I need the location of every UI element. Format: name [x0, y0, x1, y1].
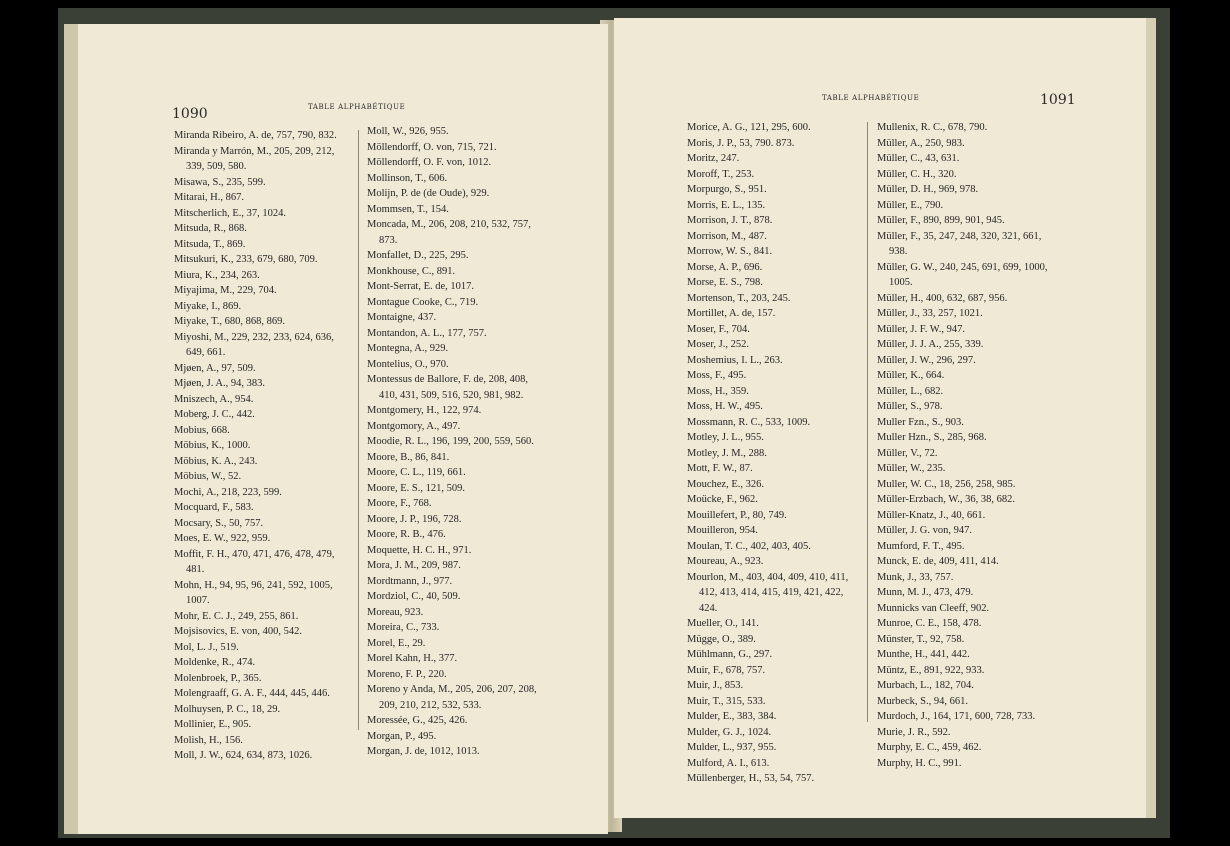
- index-entry: Moll, J. W., 624, 634, 873, 1026.: [174, 750, 313, 761]
- index-entry: Munnicks van Cleeff, 902.: [877, 602, 990, 614]
- index-entry: Moss, F., 495.: [687, 370, 747, 381]
- index-entry: Moshemius, I. L., 263.: [687, 354, 783, 366]
- index-entry: Müller, J. G. von, 947.: [877, 525, 972, 536]
- right-column-1: [687, 120, 861, 787]
- index-entry: Miyake, T., 680, 868, 869.: [174, 316, 286, 327]
- index-entry: Moser, J., 252.: [687, 339, 749, 350]
- index-entry: Morrow, W. S., 841.: [687, 246, 773, 257]
- index-entry: Mniszech, A., 954.: [174, 393, 254, 405]
- index-entry: Murdoch, J., 164, 171, 600, 728, 733.: [877, 711, 1036, 722]
- index-entry: Moore, B., 86, 841.: [367, 451, 450, 463]
- index-entry: Morrison, J. T., 878.: [687, 215, 773, 226]
- index-entry: Muller Hzn., S., 285, 968.: [877, 432, 987, 443]
- index-entry: Müller, V., 72.: [877, 447, 938, 459]
- index-entry: Müller, D. H., 969, 978.: [877, 184, 979, 195]
- left-column-rule: [358, 130, 359, 730]
- index-entry: Mobius, 668.: [174, 424, 230, 436]
- index-entry: Moressée, G., 425, 426.: [367, 715, 468, 726]
- index-entry: Monkhouse, C., 891.: [367, 265, 456, 277]
- index-entry: Moureau, A., 923.: [687, 556, 764, 567]
- index-entry: Munthe, H., 441, 442.: [877, 649, 970, 660]
- index-entry: Mitarai, H., 867.: [174, 192, 244, 203]
- right-column-rule: [867, 122, 868, 722]
- left-column-2: [367, 124, 543, 760]
- index-entry: Mochi, A., 218, 223, 599.: [174, 486, 282, 498]
- index-entry: Mollinson, T., 606.: [367, 172, 448, 184]
- index-entry: Moore, E. S., 121, 509.: [367, 482, 465, 494]
- index-entry: Müller, G. W., 240, 245, 691, 699, 1000, 1005.: [877, 261, 1048, 288]
- index-entry: Mordziol, C., 40, 509.: [367, 591, 461, 602]
- index-entry: Moulan, T. C., 402, 403, 405.: [687, 540, 811, 552]
- index-entry: Müller, F., 35, 247, 248, 320, 321, 661, 938.: [877, 230, 1042, 257]
- index-entry: Molish, H., 156.: [174, 734, 243, 746]
- index-entry: Moss, H., 359.: [687, 385, 749, 397]
- index-entry: Mulford, A. I., 613.: [687, 757, 770, 769]
- index-entry: Miranda Ribeiro, A. de, 757, 790, 832.: [174, 130, 337, 141]
- index-entry: Mortillet, A. de, 157.: [687, 308, 776, 319]
- index-entry: Montessus de Ballore, F. de, 208, 408, 410, 431, 509, 516, 520, 981, 982.: [367, 374, 529, 401]
- index-entry: Morris, E. L., 135.: [687, 199, 766, 211]
- index-entry: Mügge, O., 389.: [687, 633, 756, 645]
- index-entry: Müller, C., 43, 631.: [877, 153, 960, 164]
- index-entry: Morse, A. P., 696.: [687, 261, 763, 273]
- index-entry: Mollinier, E., 905.: [174, 719, 252, 730]
- index-entry: Müller, W., 235.: [877, 463, 946, 474]
- index-entry: Moore, F., 768.: [367, 498, 432, 509]
- index-entry: Möbius, W., 52.: [174, 471, 242, 482]
- index-entry: Müller, S., 978.: [877, 401, 943, 412]
- index-entry: Moritz, 247.: [687, 153, 740, 164]
- index-entry: Munn, M. J., 473, 479.: [877, 587, 974, 598]
- index-entry: Mol, L. J., 519.: [174, 641, 239, 653]
- index-entry: Mouillefert, P., 80, 749.: [687, 509, 787, 521]
- index-entry: Muller Fzn., S., 903.: [877, 416, 964, 428]
- index-entry: Miranda y Marrón, M., 205, 209, 212, 339, 509, 580.: [174, 145, 335, 172]
- index-entry: Mumford, F. T., 495.: [877, 540, 965, 552]
- index-entry: Morice, A. G., 121, 295, 600.: [687, 122, 811, 133]
- index-entry: Müller, K., 664.: [877, 370, 945, 381]
- index-entry: Morgan, J. de, 1012, 1013.: [367, 746, 480, 757]
- index-entry: Morel, E., 29.: [367, 637, 426, 649]
- index-entry: Moore, C. L., 119, 661.: [367, 467, 466, 478]
- index-entry: Müller, C. H., 320.: [877, 168, 957, 180]
- index-entry: Moreno y Anda, M., 205, 206, 207, 208, 209, 210, 212, 532, 533.: [367, 684, 537, 711]
- index-entry: Montgomery, H., 122, 974.: [367, 405, 482, 416]
- index-entry: Möllendorff, O. F. von, 1012.: [367, 157, 492, 168]
- index-entry: Mitscherlich, E., 37, 1024.: [174, 207, 286, 219]
- index-entry: Miyajima, M., 229, 704.: [174, 285, 277, 296]
- right-running-head: TABLE ALPHABÉTIQUE: [822, 94, 920, 102]
- index-entry: Mossmann, R. C., 533, 1009.: [687, 416, 811, 428]
- index-entry: Moore, R. B., 476.: [367, 529, 446, 540]
- index-entry: Molhuysen, P. C., 18, 29.: [174, 703, 281, 715]
- index-entry: Misawa, S., 235, 599.: [174, 176, 266, 188]
- index-entry: Moll, W., 926, 955.: [367, 126, 449, 137]
- index-entry: Montegna, A., 929.: [367, 343, 449, 354]
- index-entry: Moroff, T., 253.: [687, 168, 755, 180]
- index-entry: Murphy, E. C., 459, 462.: [877, 742, 982, 753]
- index-entry: Munck, E. de, 409, 411, 414.: [877, 556, 999, 567]
- index-entry: Mjøen, J. A., 94, 383.: [174, 378, 266, 389]
- index-entry: Munk, J., 33, 757.: [877, 571, 954, 583]
- index-entry: Montaigne, 437.: [367, 312, 437, 323]
- right-page-number: 1091: [1040, 92, 1076, 108]
- index-entry: Mitsuda, R., 868.: [174, 223, 247, 234]
- index-entry: Mora, J. M., 209, 987.: [367, 560, 461, 571]
- index-entry: Moücke, F., 962.: [687, 494, 758, 505]
- index-entry: Miyake, I., 869.: [174, 300, 242, 312]
- index-entry: Monfallet, D., 225, 295.: [367, 250, 469, 261]
- index-entry: Mulder, E., 383, 384.: [687, 711, 777, 722]
- index-entry: Moberg, J. C., 442.: [174, 409, 255, 420]
- index-entry: Mojsisovics, E. von, 400, 542.: [174, 626, 303, 637]
- index-entry: Mohn, H., 94, 95, 96, 241, 592, 1005, 1007.: [174, 579, 333, 606]
- index-entry: Müller, A., 250, 983.: [877, 137, 965, 149]
- index-entry: Montelius, O., 970.: [367, 358, 449, 370]
- index-entry: Müller, H., 400, 632, 687, 956.: [877, 292, 1008, 304]
- index-entry: Mouilleron, 954.: [687, 525, 758, 536]
- index-entry: Morrison, M., 487.: [687, 230, 767, 242]
- index-entry: Moser, F., 704.: [687, 323, 750, 335]
- index-entry: Mocquard, F., 583.: [174, 502, 254, 513]
- index-entry: Müller-Erzbach, W., 36, 38, 682.: [877, 494, 1016, 505]
- index-entry: Müller, E., 790.: [877, 199, 944, 211]
- index-entry: Mulder, G. J., 1024.: [687, 726, 772, 738]
- index-entry: Munroe, C. E., 158, 478.: [877, 618, 982, 629]
- index-entry: Mont-Serrat, E. de, 1017.: [367, 281, 475, 292]
- index-entry: Mulder, L., 937, 955.: [687, 742, 777, 753]
- index-entry: Mouchez, E., 326.: [687, 478, 764, 490]
- index-entry: Morpurgo, S., 951.: [687, 184, 767, 195]
- index-entry: Mocsary, S., 50, 757.: [174, 517, 264, 529]
- index-entry: Mourlon, M., 403, 404, 409, 410, 411, 412, 413, 414, 415, 419, 421, 422, 424.: [687, 571, 849, 614]
- index-entry: Möbius, K., 1000.: [174, 440, 251, 451]
- index-entry: Moncada, M., 206, 208, 210, 532, 757, 873.: [367, 219, 531, 246]
- index-entry: Murbach, L., 182, 704.: [877, 680, 974, 691]
- index-entry: Mitsuda, T., 869.: [174, 238, 246, 250]
- index-entry: Molijn, P. de (de Oude), 929.: [367, 188, 490, 199]
- index-entry: Mitsukuri, K., 233, 679, 680, 709.: [174, 254, 318, 265]
- index-entry: Montgomory, A., 497.: [367, 420, 461, 432]
- index-entry: Murphy, H. C., 991.: [877, 757, 962, 769]
- index-entry: Müller, J., 33, 257, 1021.: [877, 308, 983, 319]
- right-column-2: [877, 120, 1051, 771]
- index-entry: Möllendorff, O. von, 715, 721.: [367, 141, 497, 153]
- index-entry: Muir, J., 853.: [687, 680, 744, 691]
- index-entry: Moore, J. P., 196, 728.: [367, 513, 462, 525]
- index-entry: Morse, E. S., 798.: [687, 277, 763, 288]
- index-entry: Mueller, O., 141.: [687, 618, 759, 629]
- left-running-head: TABLE ALPHABÉTIQUE: [308, 103, 406, 111]
- index-entry: Molenbroek, P., 365.: [174, 672, 262, 684]
- index-entry: Murbeck, S., 94, 661.: [877, 695, 968, 707]
- index-entry: Moffit, F. H., 470, 471, 476, 478, 479, 481.: [174, 548, 335, 575]
- index-entry: Moreau, 923.: [367, 606, 424, 618]
- index-entry: Möbius, K. A., 243.: [174, 455, 258, 467]
- index-entry: Moreno, F. P., 220.: [367, 668, 447, 680]
- index-entry: Müller, J. J. A., 255, 339.: [877, 339, 984, 350]
- index-entry: Murie, J. R., 592.: [877, 726, 951, 738]
- index-entry: Müller, F., 890, 899, 901, 945.: [877, 215, 1005, 226]
- index-entry: Mühlmann, G., 297.: [687, 649, 773, 660]
- index-entry: Moris, J. P., 53, 790. 873.: [687, 137, 795, 149]
- index-entry: Mommsen, T., 154.: [367, 203, 449, 215]
- index-entry: Motley, J. M., 288.: [687, 447, 767, 459]
- index-entry: Mohr, E. C. J., 249, 255, 861.: [174, 610, 299, 622]
- index-entry: Müllenberger, H., 53, 54, 757.: [687, 773, 815, 784]
- index-entry: Mjøen, A., 97, 509.: [174, 362, 256, 374]
- index-entry: Moquette, H. C. H., 971.: [367, 544, 472, 556]
- index-entry: Montandon, A. L., 177, 757.: [367, 327, 487, 339]
- index-entry: Muir, T., 315, 533.: [687, 695, 766, 707]
- left-column-1: [174, 128, 350, 764]
- index-entry: Molengraaff, G. A. F., 444, 445, 446.: [174, 688, 330, 699]
- index-entry: Morel Kahn, H., 377.: [367, 653, 458, 664]
- index-entry: Mullenix, R. C., 678, 790.: [877, 122, 988, 133]
- index-entry: Müntz, E., 891, 922, 933.: [877, 664, 985, 676]
- index-entry: Muller, W. C., 18, 256, 258, 985.: [877, 478, 1016, 490]
- index-entry: Müller-Knatz, J., 40, 661.: [877, 509, 986, 521]
- index-entry: Moreira, C., 733.: [367, 622, 440, 633]
- index-entry: Moss, H. W., 495.: [687, 401, 763, 412]
- index-entry: Muir, F., 678, 757.: [687, 664, 766, 676]
- index-entry: Mott, F. W., 87.: [687, 463, 753, 474]
- index-entry: Müller, J. W., 296, 297.: [877, 354, 976, 366]
- index-entry: Münster, T., 92, 758.: [877, 633, 965, 645]
- index-entry: Müller, J. F. W., 947.: [877, 323, 965, 335]
- index-entry: Motley, J. L., 955.: [687, 432, 764, 443]
- index-entry: Mortenson, T., 203, 245.: [687, 292, 791, 304]
- index-entry: Moldenke, R., 474.: [174, 657, 256, 668]
- index-entry: Morgan, P., 495.: [367, 730, 437, 742]
- index-entry: Müller, L., 682.: [877, 385, 944, 397]
- index-entry: Miura, K., 234, 263.: [174, 269, 260, 281]
- index-entry: Mordtmann, J., 977.: [367, 575, 453, 587]
- index-entry: Moodie, R. L., 196, 199, 200, 559, 560.: [367, 436, 534, 447]
- index-entry: Miyoshi, M., 229, 232, 233, 624, 636, 649, 661.: [174, 331, 334, 358]
- left-page-number: 1090: [172, 106, 208, 122]
- index-entry: Moes, E. W., 922, 959.: [174, 533, 271, 544]
- index-entry: Montague Cooke, C., 719.: [367, 296, 479, 308]
